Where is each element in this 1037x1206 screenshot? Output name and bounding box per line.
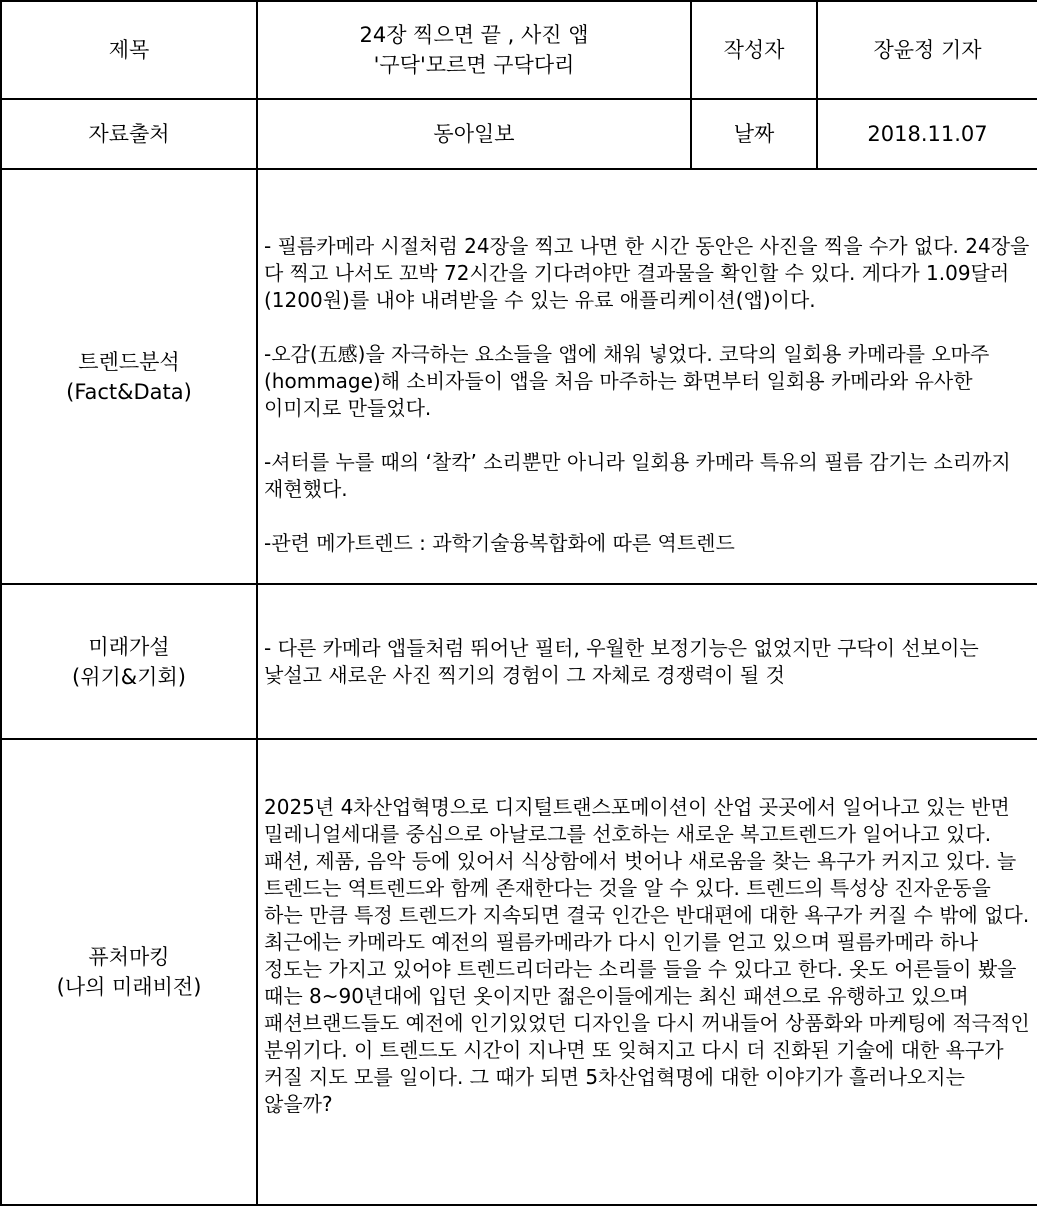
futuremarking-content-cell — [257, 739, 1037, 1205]
source-value-cell — [257, 99, 691, 169]
trend-content-cell — [257, 169, 1037, 584]
date-value-cell — [817, 99, 1037, 169]
trend-paragraph-1: - 필름카메라 시절처럼 24장을 찍고 나면 한 시간 동안은 사진을 찍을 수가 없다. 24장을 다 찍고 나서도 꼬박 72시간을 기다려야만 결과물을 확인할 수 있다. 게다가 1.09달러(1200원)를 내야 내려받을 수 있는 유료 애플리케이션(앱)이다. — [264, 234, 1030, 312]
title-row — [1, 1, 1037, 99]
futuremarking-text: 2025년 4차산업혁명으로 디지털트랜스포메이션이 산업 곳곳에서 일어나고 있는 반면 밀레니얼세대를 중심으로 아날로그를 선호하는 새로운 복고트렌드가 일어나고 있다. 패션, 제품, 음악 등에 있어서 식상함에서 벗어나 새로움을 찾는 욕구가 커지고 있다. 늘 트렌드는 역트렌드와 함께 존재한다는 것을 알 수 있다. 트렌드의 특성상 진자운동을 하는 만큼 특정 트렌드가 지속되면 결국 인간은 반대편에 대한 욕구가 커질 수 밖에 없다. 최근에는 카메라도 예전의 필름카메라가 다시 인기를 얻고 있으며 필름카메라 하나 정도는 가지고 있어야 트렌드리더라는 소리를 들을 수 있다고 한다. 옷도 어른들이 봤을 때는 8~90년대에 입던 옷이지만 젊은이들에게는 최신 패션으로 유행하고 있으며 패션브랜드들도 예전에 인기있었던 디자인을 다시 꺼내들어 상품화와 마케팅에 적극적인 분위기다. 이 트렌드도 시간이 지나면 또 잊혀지고 다시 더 진화된 기술에 대한 욕구가 커질 지도 모를 일이다. 그 때가 되면 5차산업혁명에 대한 이야기가 흘러나오지는 않을까? — [264, 795, 1030, 1116]
futuremarking-label-cell — [1, 739, 257, 1205]
date-label: 날짜 — [733, 122, 775, 146]
trend-row — [1, 169, 1037, 584]
trend-paragraph-2: -오감(五感)을 자극하는 요소들을 앱에 채워 넣었다. 코닥의 일회용 카메라를 오마주(hommage)해 소비자들이 앱을 처음 마주하는 화면부터 일회용 카메라와 유사한 이미지로 만들었다. — [264, 342, 990, 420]
title-line-2: '구닥'모르면 구닥다리 — [373, 53, 575, 77]
trend-label-line-1: 트렌드분석 — [78, 349, 180, 374]
date-value: 2018.11.07 — [867, 122, 988, 146]
hypothesis-row — [1, 584, 1037, 739]
hypothesis-label-cell — [1, 584, 257, 739]
title-label: 제목 — [108, 38, 150, 62]
trend-label-cell — [1, 169, 257, 584]
hypothesis-label-line-2: (위기&기회) — [72, 664, 186, 689]
trend-paragraph-4: -관련 메가트렌드 : 과학기술융복합화에 따른 역트렌드 — [264, 531, 735, 555]
author-label: 작성자 — [723, 38, 785, 62]
trend-paragraph-3: -셔터를 누를 때의 ‘찰칵’ 소리뿐만 아니라 일회용 카메라 특유의 필름 감기는 소리까지 재현했다. — [264, 450, 1011, 501]
date-label-cell — [691, 99, 817, 169]
author-value: 장윤정 기자 — [873, 38, 982, 62]
author-value-cell — [817, 1, 1037, 99]
author-label-cell — [691, 1, 817, 99]
title-label-cell — [1, 1, 257, 99]
source-value: 동아일보 — [433, 122, 515, 146]
futuremarking-label-line-2: (나의 미래비전) — [56, 975, 202, 999]
source-row — [1, 99, 1037, 169]
futuremarking-label-line-1: 퓨처마킹 — [88, 945, 170, 969]
trend-label-line-2: (Fact&Data) — [66, 379, 192, 404]
title-line-1: 24장 찍으면 끝 , 사진 앱 — [359, 23, 589, 47]
title-value-cell — [257, 1, 691, 99]
futuremarking-row — [1, 739, 1037, 1205]
hypothesis-label-line-1: 미래가설 — [88, 634, 170, 659]
source-label-cell — [1, 99, 257, 169]
hypothesis-text: - 다른 카메라 앱들처럼 뛰어난 필터, 우월한 보정기능은 없었지만 구닥이 선보이는 낯설고 새로운 사진 찍기의 경험이 그 자체로 경쟁력이 될 것 — [264, 636, 979, 687]
source-label: 자료출처 — [88, 122, 170, 146]
hypothesis-content-cell — [257, 584, 1037, 739]
